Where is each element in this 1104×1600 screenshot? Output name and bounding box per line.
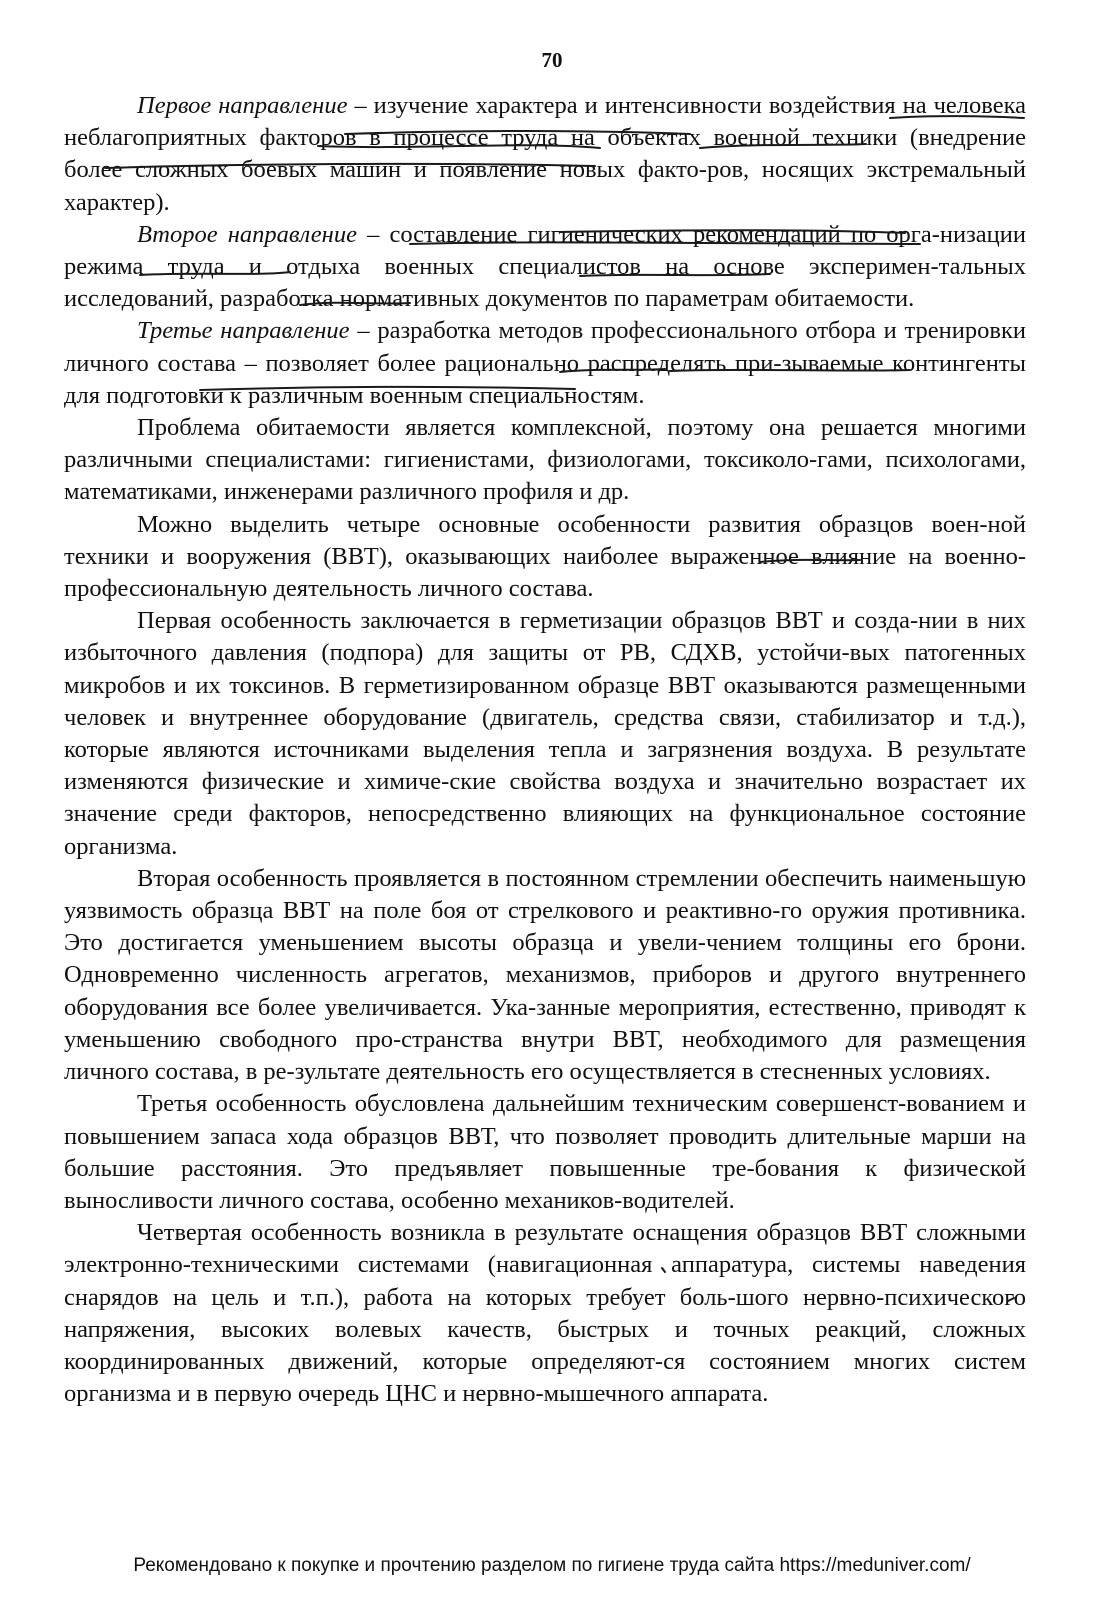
paragraph-feature-three: [64, 1088, 1026, 1217]
paragraph-lead: Первое направление: [137, 92, 348, 119]
paragraph-lead: Третье направление: [137, 317, 350, 345]
paragraph-first-direction: [64, 90, 1026, 219]
paragraph-second-direction: [64, 219, 1026, 316]
footer-recommendation: Рекомендовано к покупке и прочтению разделом по гигиене труда сайта https://meduniver.com/: [133, 1555, 971, 1576]
paragraph-feature-four: [64, 1217, 1026, 1410]
paragraph-text: Третья особенность обусловлена дальнейшим техническим совершенст-вованием и повышением запаса хода образцов ВВТ, что позволяет проводить длительные марши на большие расстояния. Это предъявляет повышенные тре-бования к физической выносливости личного состава, особенно механиков-водителей.: [64, 1090, 1026, 1214]
paragraph-text: Четвертая особенность возникла в результате оснащения образцов ВВТ сложными электронно-техническими системами (навигационная аппаратура, системы наведения снарядов на цель и т.п.), работа на которых требует боль-шого нервно-психического напряжения, высоких волевых качеств, быстрых и точных реакций, сложных координированных движений, которые определяют-ся состоянием многих систем организма и в первую очередь ЦНС и нервно-мышечного аппарата.: [64, 1219, 1026, 1408]
body-text: [64, 90, 1026, 1410]
paragraph-lead: Второе направление: [137, 220, 357, 248]
paragraph-text: Вторая особенность проявляется в постоянном стремлении обеспечить наименьшую уязвимость образца ВВТ на поле боя от стрелкового и реактивно-го оружия противника. Это достигается уменьшением высоты образца и увели-чением толщины его брони. Одновременно численность агрегатов, механизмов, приборов и другого внутреннего оборудования все более увеличивается. Ука-занные мероприятия, естественно, приводят к уменьшению свободного про-странства внутри ВВТ, необходимого для размещения личного состава, в ре-зультате деятельность его осуществляется в стесненных условиях.: [64, 864, 1026, 1086]
paragraph-text: Первая особенность заключается в герметизации образцов ВВТ и созда-нии в них избыточного давления (подпора) для защиты от РВ, СДХВ, устойчи-вых патогенных микробов и их токсинов. В герметизированном образце ВВТ оказываются размещенными человек и внутреннее оборудование (двигатель, средства связи, стабилизатор и т.д.), которые являются источниками выделения тепла и загрязнения воздуха. В результате изменяются физические и химиче-ские свойства воздуха и значительно возрастает их значение среди факторов, непосредственно влияющих на функциональное состояние организма.: [64, 607, 1026, 860]
paragraph-habitability-problem: [64, 412, 1026, 509]
page-number: 70: [541, 48, 563, 72]
paragraph-feature-one: [64, 605, 1026, 863]
paragraph-text: – изучение характера и интенсивности воздействия на человека неблагоприятных факторов в процессе труда на объектах военной техники (внедрение более сложных боевых машин и появление новых факто-ров, носящих экстремальный характер).: [64, 92, 1026, 216]
paragraph-text: – разработка методов профессионального отбора и тренировки личного состава – позволяет более рационально распределять при-зываемые контингенты для подготовки к различным военным специальностям.: [64, 317, 1026, 409]
paragraph-third-direction: [64, 315, 1026, 412]
paragraph-text: – составление гигиенических рекомендаций по орга-низации режима труда и отдыха военных специалистов на основе эксперимен-тальных исследований, разработка нормативных документов по параметрам обитаемости.: [64, 220, 1027, 313]
paragraph-text: Проблема обитаемости является комплексной, поэтому она решается многими различными специалистами: гигиенистами, физиологами, токсиколо-гами, психологами, математиками, инженерами различного профиля и др.: [64, 414, 1026, 506]
paragraph-feature-two: [64, 863, 1026, 1088]
paragraph-text: Можно выделить четыре основные особенности развития образцов воен-ной техники и вооружения (ВВТ), оказывающих наиболее выраженное влияние на военно-профессиональную деятельность личного состава.: [64, 510, 1026, 603]
paragraph-four-features: [64, 509, 1026, 606]
